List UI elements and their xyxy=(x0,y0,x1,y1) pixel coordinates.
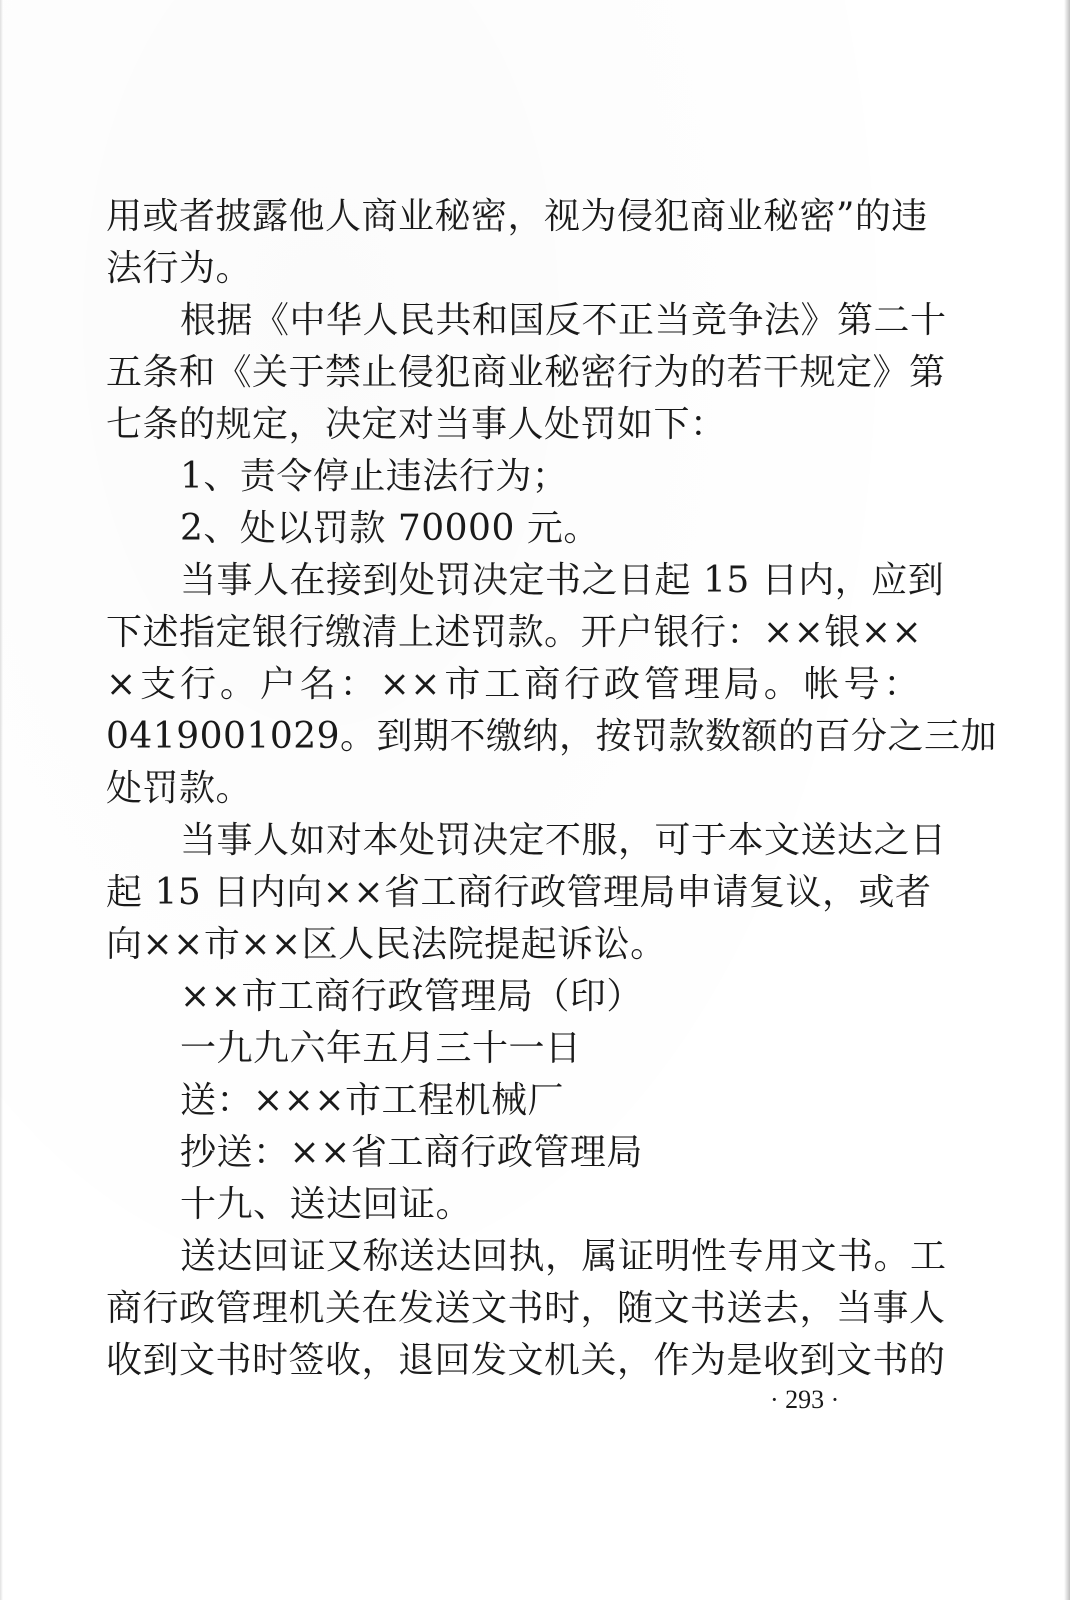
text-line: 向××市××区人民法院提起诉讼。 xyxy=(106,924,667,965)
text-line: 商行政管理机关在发送文书时，随文书送去，当事人 xyxy=(106,1288,946,1329)
text-line: 用或者披露他人商业秘密，视为侵犯商业秘密”的违 xyxy=(106,196,928,237)
paragraph-start-line: 送达回证又称送达回执，属证明性专用文书。工 xyxy=(180,1236,947,1277)
list-item: 1、责令停止违法行为； xyxy=(180,456,569,497)
paragraph-start-line: 当事人在接到处罚决定书之日起 15 日内，应到 xyxy=(180,560,945,601)
text-line: 下述指定银行缴清上述罚款。开户银行：××银×× xyxy=(106,612,923,653)
text-line: 处罚款。 xyxy=(106,768,253,809)
text-line: 收到文书时签收，退回发文机关，作为是收到文书的 xyxy=(106,1340,946,1381)
recipient-line: 送：×××市工程机械厂 xyxy=(180,1080,564,1121)
page-number: · 293 · xyxy=(770,1385,840,1414)
section-heading: 十九、送达回证。 xyxy=(180,1184,473,1225)
text-line: 0419001029。到期不缴纳，按罚款数额的百分之三加 xyxy=(106,716,998,757)
text-line: 五条和《关于禁止侵犯商业秘密行为的若干规定》第 xyxy=(106,352,946,393)
date-line: 一九九六年五月三十一日 xyxy=(180,1028,582,1069)
cc-line: 抄送：××省工商行政管理局 xyxy=(180,1132,643,1173)
scan-edge-left xyxy=(0,0,3,1600)
paragraph-start-line: 根据《中华人民共和国反不正当竞争法》第二十 xyxy=(180,300,947,341)
list-item: 2、处以罚款 70000 元。 xyxy=(180,508,600,549)
paragraph-start-line: 当事人如对本处罚决定不服，可于本文送达之日 xyxy=(180,820,947,861)
text-line: 起 15 日内向××省工商行政管理局申请复议，或者 xyxy=(106,872,932,913)
text-line: 七条的规定，决定对当事人处罚如下： xyxy=(106,404,727,445)
scan-edge-right xyxy=(1064,0,1070,1600)
text-line: 法行为。 xyxy=(106,248,253,289)
text-line: ×支行。户名：××市工商行政管理局。帐号： xyxy=(106,664,920,705)
issuer-line: ××市工商行政管理局（印） xyxy=(180,976,643,1017)
